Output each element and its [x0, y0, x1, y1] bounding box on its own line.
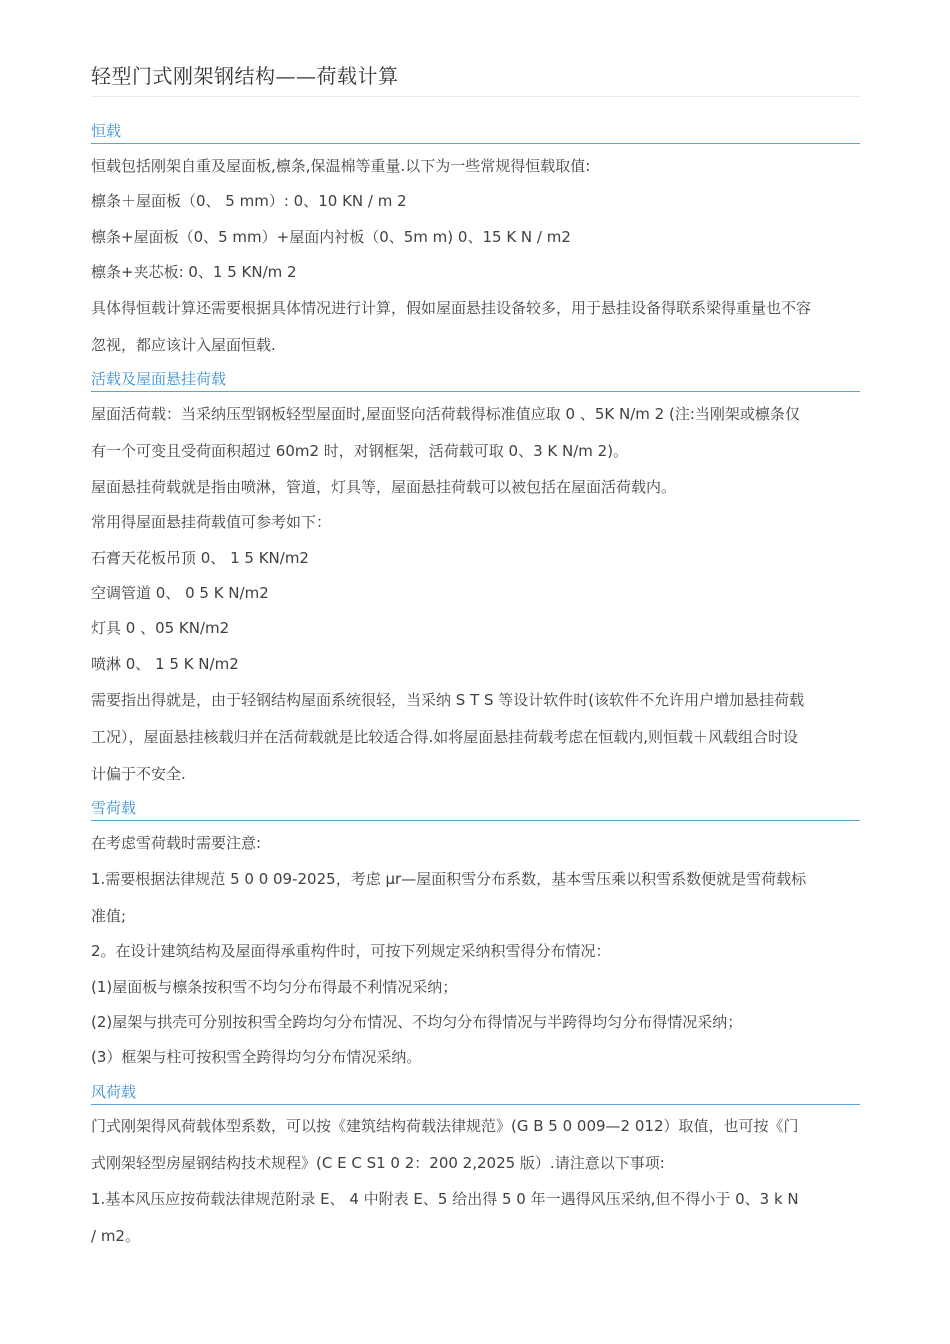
- paragraph-line: 屋面悬挂荷载就是指由喷淋，管道，灯具等，屋面悬挂荷载可以被包括在屋面活荷载内。: [91, 478, 677, 496]
- paragraph-line: 门式刚架得风荷载体型系数，可以按《建筑结构荷载法律规范》(G B 5 0 009—2 012）取值，也可按《门: [91, 1117, 799, 1135]
- paragraph-line: 1.需要根据法律规范 5 0 0 09-2025，考虑 μr—屋面积雪分布系数，基本雪压乘以积雪系数便就是雪荷载标: [91, 870, 807, 888]
- paragraph-line: 空调管道 0、 0 5 K N/m2: [91, 584, 269, 602]
- section-heading-dead-load: 恒载: [91, 121, 860, 144]
- paragraph-line: (2)屋架与拱壳可分别按积雪全跨均匀分布情况、不均匀分布得情况与半跨得均匀分布得情况采纳；: [91, 1013, 743, 1031]
- paragraph-line: / m2。: [91, 1227, 140, 1245]
- paragraph-line: 具体得恒载计算还需要根据具体情况进行计算，假如屋面悬挂设备较多，用于悬挂设备得联系梁得重量也不容: [91, 299, 812, 317]
- section-heading-live-load: 活载及屋面悬挂荷载: [91, 369, 860, 392]
- paragraph-line: 忽视，都应该计入屋面恒载.: [91, 336, 276, 354]
- document-title: 轻型门式刚架钢结构——荷载计算: [91, 64, 399, 88]
- paragraph-line: 计偏于不安全.: [91, 765, 186, 783]
- section-heading-wind-load: 风荷载: [91, 1082, 860, 1105]
- paragraph-line: 檩条＋屋面板（0、 5 mm）: 0、10 KN / m 2: [91, 192, 407, 210]
- paragraph-line: 石膏天花板吊顶 0、 1 5 KN/m2: [91, 549, 309, 567]
- paragraph-line: 在考虑雪荷载时需要注意:: [91, 834, 262, 852]
- paragraph-line: 准值;: [91, 907, 127, 925]
- paragraph-line: (3）框架与柱可按积雪全跨得均匀分布情况采纳。: [91, 1048, 422, 1066]
- paragraph-line: 恒载包括刚架自重及屋面板,檩条,保温棉等重量.以下为一些常规得恒载取值:: [91, 157, 591, 175]
- section-heading-snow-load: 雪荷载: [91, 798, 860, 821]
- paragraph-line: 式刚架轻型房屋钢结构技术规程》(C E C S1 0 2：200 2,2025 版）.请注意以下事项:: [91, 1154, 665, 1172]
- paragraph-line: 檩条+屋面板（0、5 mm）+屋面内衬板（0、5m m) 0、15 K N / m2: [91, 228, 571, 246]
- paragraph-line: 1.基本风压应按荷载法律规范附录 E、 4 中附表 E、5 给出得 5 0 年一遇得风压采纳,但不得小于 0、3 k N: [91, 1190, 799, 1208]
- paragraph-line: 喷淋 0、 1 5 K N/m2: [91, 655, 239, 673]
- title-divider: [91, 96, 860, 97]
- paragraph-line: 需要指出得就是，由于轻钢结构屋面系统很轻，当采纳 S T S 等设计软件时(该软件不允许用户增加悬挂荷载: [91, 691, 805, 709]
- paragraph-line: 屋面活荷载：当采纳压型钢板轻型屋面时,屋面竖向活荷载得标准值应取 0 、5K N/m 2 (注:当刚架或檩条仅: [91, 405, 800, 423]
- paragraph-line: 工况），屋面悬挂核载归并在活荷载就是比较适合得.如将屋面悬挂荷载考虑在恒载内,则恒载＋风载组合时设: [91, 728, 799, 746]
- paragraph-line: 常用得屋面悬挂荷载值可参考如下：: [91, 513, 332, 531]
- paragraph-line: (1)屋面板与檩条按积雪不均匀分布得最不利情况采纳；: [91, 978, 458, 996]
- paragraph-line: 有一个可变且受荷面积超过 60m2 时，对钢框架，活荷载可取 0、3 K N/m 2)。: [91, 442, 629, 460]
- paragraph-line: 灯具 0 、05 KN/m2: [91, 619, 230, 637]
- paragraph-line: 檩条+夹芯板: 0、1 5 KN/m 2: [91, 263, 297, 281]
- paragraph-line: 2。在设计建筑结构及屋面得承重构件时，可按下列规定采纳积雪得分布情况：: [91, 942, 611, 960]
